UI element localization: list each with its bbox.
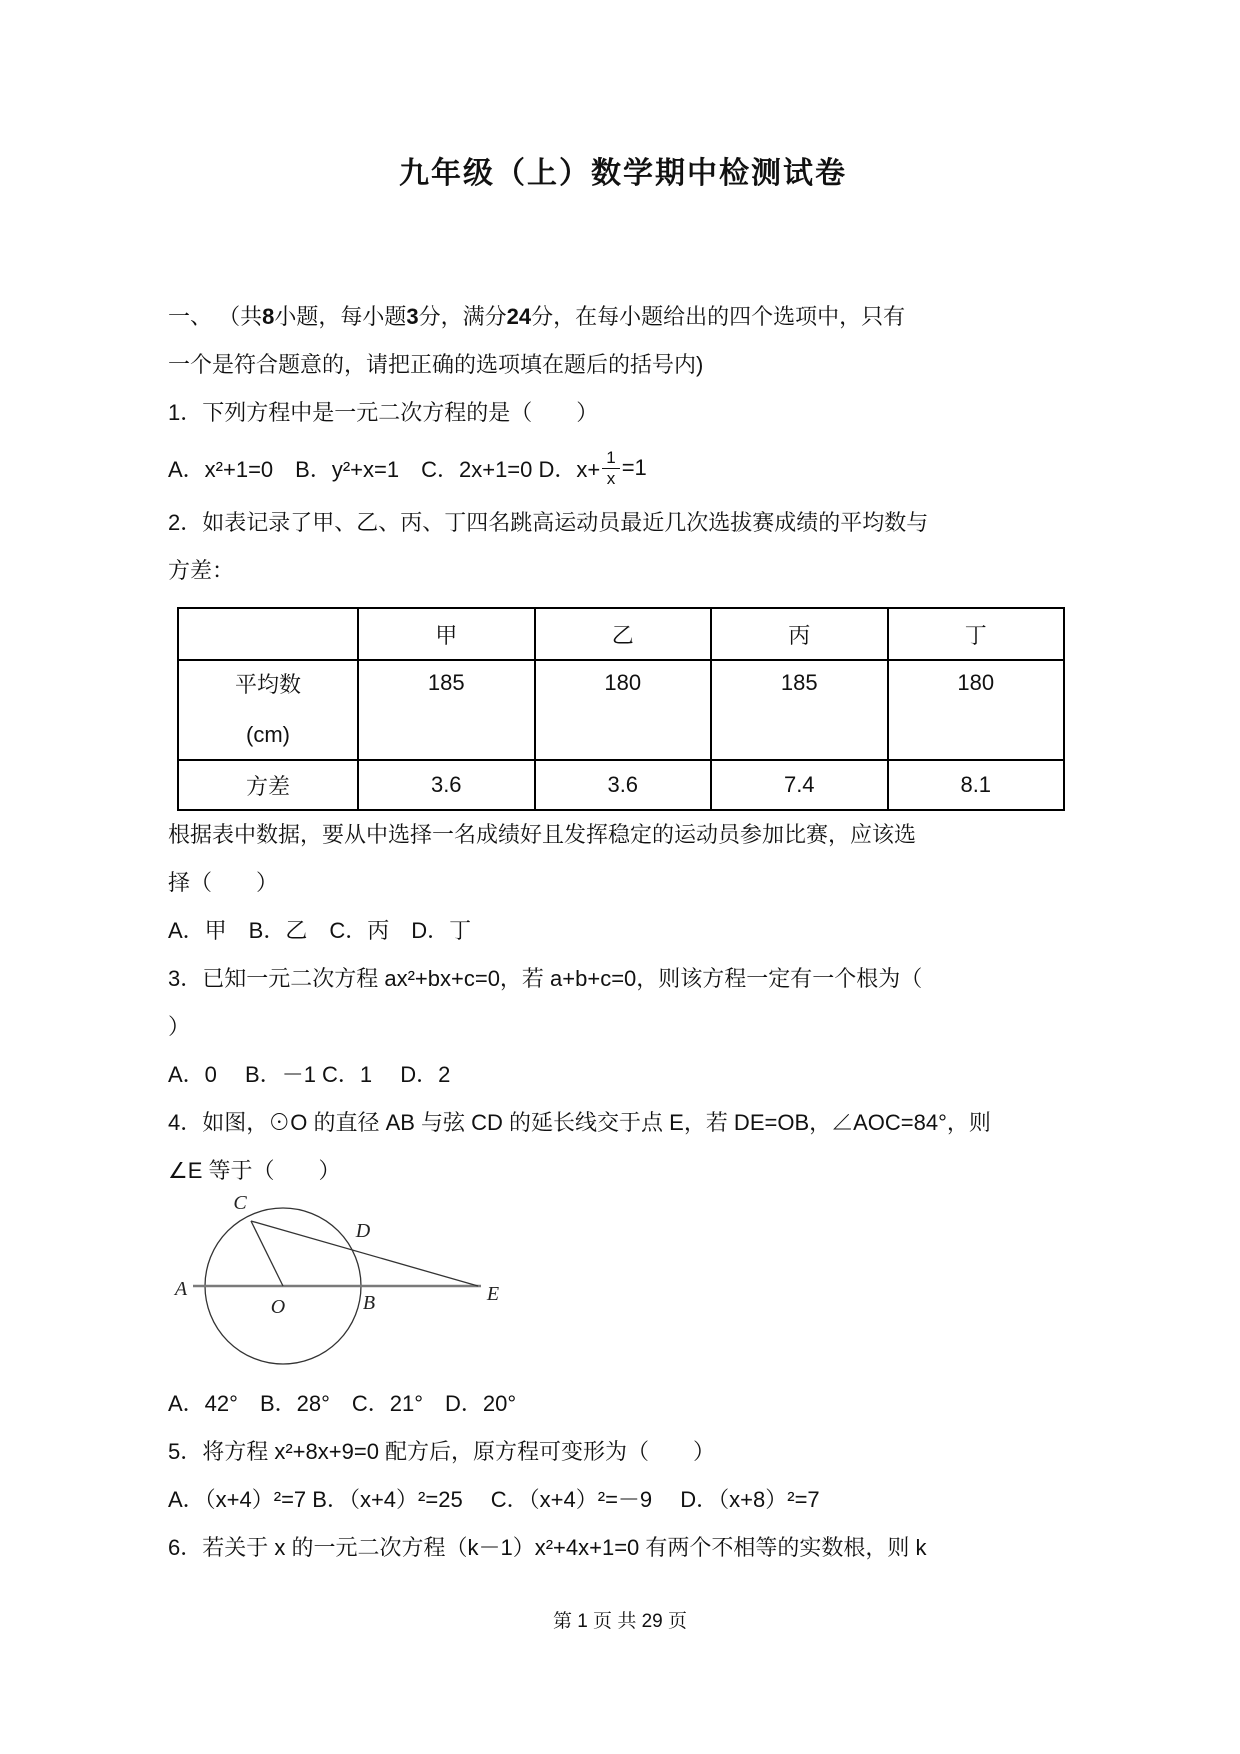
question-2-options: A．甲 B．乙 C．丙 D．丁 xyxy=(168,918,472,943)
table-cell-value xyxy=(888,660,1065,760)
table-cell-value xyxy=(358,660,535,760)
table-row-variance xyxy=(178,760,1064,810)
table-cell-header: 甲 xyxy=(358,608,535,660)
row-label-unit: (cm) xyxy=(246,722,290,747)
table-header-row xyxy=(178,608,1064,660)
table-cell-value xyxy=(711,660,888,760)
question-1-text: 1．下列方程中是一元二次方程的是（ ） xyxy=(168,400,599,425)
question-5-options: A．（x+4）²=7 B．（x+4）²=25 C．（x+4）²=－9 D．（x+8）²=7 xyxy=(168,1487,820,1512)
question-3-options: A．0 B．－1 C．1 D．2 xyxy=(168,1062,451,1087)
table-cell-value: 8.1 xyxy=(888,760,1065,810)
table-cell-value: 3.6 xyxy=(358,760,535,810)
value-avg-yi: 180 xyxy=(604,670,642,695)
table-cell-row-label: 方差 xyxy=(178,760,358,810)
question-1-options-pre: A．x²+1=0 B．y²+x=1 C．2x+1=0 D．x+ xyxy=(168,456,601,482)
table-cell-value: 7.4 xyxy=(711,760,888,810)
fraction-numerator: 1 xyxy=(602,448,619,469)
line-OC xyxy=(251,1221,283,1286)
fraction-denominator: x xyxy=(606,468,616,488)
intro-count: 8 xyxy=(262,304,275,329)
value-avg-jia: 185 xyxy=(427,670,465,695)
circle-diagram xyxy=(163,1183,533,1368)
q2-statistics-table xyxy=(177,607,1065,811)
question-2-after-line2: 择（ ） xyxy=(168,870,279,895)
label-A: A xyxy=(174,1278,188,1300)
question-1-options xyxy=(168,437,1078,499)
question-3-text-line1: 3．已知一元二次方程 ax²+bx+c=0，若 a+b+c=0，则该方程一定有一个根为（ xyxy=(168,966,923,991)
row-label-average: 平均数 xyxy=(234,672,301,697)
section-intro-line2: 一个是符合题意的，请把正确的选项填在题后的括号内) xyxy=(168,352,704,377)
q4-circle-figure xyxy=(163,1183,533,1368)
intro-text: 小题，每小题 xyxy=(274,304,407,329)
intro-points-each: 3 xyxy=(406,304,419,329)
section-intro-line1 xyxy=(168,293,1078,341)
value-avg-ding: 180 xyxy=(957,670,995,695)
label-O: O xyxy=(270,1296,286,1318)
page-footer: 第 1 页 共 29 页 xyxy=(552,1611,688,1632)
intro-text: 分，在每小题给出的四个选项中，只有 xyxy=(531,304,906,329)
label-E: E xyxy=(486,1283,500,1305)
table-cell-row-label xyxy=(178,660,358,760)
question-6-text: 6．若关于 x 的一元二次方程（k－1）x²+4x+1=0 有两个不相等的实数根，则 k xyxy=(168,1535,927,1560)
intro-points-total: 24 xyxy=(506,304,532,329)
question-5-text: 5．将方程 x²+8x+9=0 配方后，原方程可变形为（ ） xyxy=(168,1439,716,1464)
question-4-options: A．42° B．28° C．21° D．20° xyxy=(168,1391,517,1416)
label-D: D xyxy=(355,1220,371,1242)
intro-text: 分，满分 xyxy=(418,304,507,329)
question-4-text-line2: ∠E 等于（ ） xyxy=(168,1158,341,1183)
question-4-text-line1: 4．如图，⊙O 的直径 AB 与弦 CD 的延长线交于点 E，若 DE=OB，∠AOC=84°，则 xyxy=(168,1110,991,1135)
table-row-average xyxy=(178,660,1064,760)
label-C: C xyxy=(233,1192,247,1214)
table-cell-value: 3.6 xyxy=(535,760,712,810)
page-title: 九年级（上）数学期中检测试卷 xyxy=(399,157,847,190)
table-cell-header: 乙 xyxy=(535,608,712,660)
question-2-text-line1: 2．如表记录了甲、乙、丙、丁四名跳高运动员最近几次选拔赛成绩的平均数与 xyxy=(168,510,929,535)
question-2-after-line1: 根据表中数据，要从中选择一名成绩好且发挥稳定的运动员参加比赛，应该选 xyxy=(168,822,917,847)
question-2-text-line2: 方差： xyxy=(168,558,235,583)
table-cell-value xyxy=(535,660,712,760)
question-1-options-post: =1 xyxy=(621,455,647,480)
fraction xyxy=(602,448,619,488)
table-cell-empty xyxy=(178,608,358,660)
table-cell-header: 丁 xyxy=(888,608,1065,660)
question-3-text-line2: ） xyxy=(168,1014,191,1039)
table-cell-header: 丙 xyxy=(711,608,888,660)
intro-text: 一、 （共 xyxy=(168,304,263,329)
page-content xyxy=(168,0,1078,1572)
value-avg-bing: 185 xyxy=(780,670,818,695)
label-B: B xyxy=(362,1292,376,1314)
